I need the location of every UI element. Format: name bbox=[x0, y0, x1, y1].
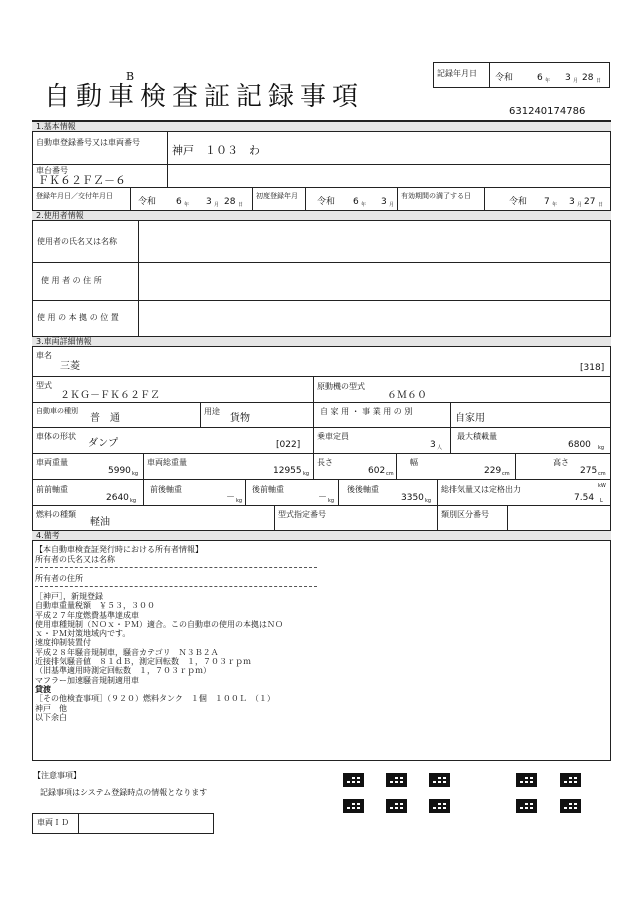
month-unit: 月 bbox=[214, 202, 220, 208]
remarks-line: ｘ・ＰＭ対策地域内です。 bbox=[35, 629, 131, 639]
max-load-label: 最大積載量 bbox=[457, 432, 497, 441]
length-unit: cm bbox=[386, 471, 394, 477]
body-value: ダンプ bbox=[88, 438, 119, 449]
remarks-line: 近接排気騒音値 ８１ｄＢ，測定回転数 １，７０３ｒｐｍ bbox=[35, 657, 251, 667]
expiry-year: 7 bbox=[544, 197, 550, 207]
body-label: 車体の形状 bbox=[36, 432, 76, 441]
length-value: 602 bbox=[368, 466, 386, 476]
capacity-label: 乗車定員 bbox=[317, 432, 349, 441]
remarks-line: 貸渡 bbox=[35, 684, 51, 694]
class-no-label: 類別区分番号 bbox=[441, 510, 489, 519]
owner-address-label: 所有者の住所 bbox=[35, 574, 83, 583]
remarks-line: ［神戸］，新規登録 bbox=[35, 592, 103, 601]
day-unit: 日 bbox=[598, 202, 604, 208]
ff-axle-label: 前前軸重 bbox=[36, 485, 68, 494]
qr-code-icon bbox=[560, 773, 581, 787]
model-label: 型式 bbox=[36, 381, 52, 390]
remarks-line: 自動車重量税額 ￥５３，３００ bbox=[35, 601, 155, 611]
expiry-day: 27 bbox=[584, 197, 596, 207]
section-remarks-header bbox=[32, 530, 611, 541]
rr-axle-value: 3350 bbox=[401, 493, 424, 503]
section-vehicle-title: 3.車両詳細情報 bbox=[36, 337, 92, 346]
displacement-label: 総排気量又は定格出力 bbox=[441, 485, 521, 494]
qr-code-icon bbox=[386, 773, 407, 787]
reg-date-day: 28 bbox=[224, 197, 236, 207]
make-label: 車名 bbox=[36, 351, 52, 360]
notes-text: 記録事項はシステム登録時点の情報となります bbox=[40, 788, 208, 797]
chassis-label: 車台番号 bbox=[36, 166, 68, 175]
first-reg-year: 6 bbox=[353, 197, 359, 207]
section-remarks-title: 4.備考 bbox=[36, 531, 60, 540]
rf-axle-unit: kg bbox=[328, 498, 335, 504]
year-unit: 年 bbox=[552, 202, 558, 208]
remarks-lines bbox=[35, 591, 335, 721]
weight-value: 5990 bbox=[108, 466, 131, 476]
weight-unit: kg bbox=[132, 471, 139, 477]
record-date-era: 令和 bbox=[495, 73, 514, 83]
reg-date-month: 3 bbox=[206, 197, 212, 207]
width-unit: cm bbox=[502, 471, 510, 477]
height-value: 275 bbox=[580, 466, 598, 476]
remarks-line: （旧基準適用時測定回転数 １，７０３ｒｐｍ） bbox=[35, 666, 211, 676]
year-unit: 年 bbox=[545, 78, 551, 84]
private-value: 自家用 bbox=[455, 413, 485, 424]
body-code: [022] bbox=[276, 440, 301, 450]
remarks-line: 神戸 他 bbox=[35, 703, 67, 713]
model-value: ２ＫＧ－ＦＫ６２ＦＺ bbox=[60, 390, 160, 401]
user-name-label: 使用者の氏名又は名称 bbox=[37, 237, 117, 246]
day-unit: 日 bbox=[596, 78, 602, 84]
rr-axle-label: 後後軸重 bbox=[347, 485, 379, 494]
use-value: 貨物 bbox=[230, 413, 250, 424]
reg-date-label: 登録年月日／交付年月日 bbox=[36, 192, 113, 200]
qr-code-icon bbox=[516, 773, 537, 787]
section-vehicle-header bbox=[32, 336, 611, 347]
displacement-unit: L bbox=[600, 498, 603, 504]
displacement-unit-top: kW bbox=[598, 483, 606, 489]
user-base-label: 使 用 の 本 拠 の 位 置 bbox=[37, 313, 119, 322]
notes-heading: 【注意事項】 bbox=[33, 771, 81, 780]
ff-axle-unit: kg bbox=[130, 498, 137, 504]
capacity-value: 3 bbox=[430, 440, 436, 450]
remarks-line: 平成２８年騒音規制車，騒音カテゴリ Ｎ３Ｂ２Ａ bbox=[35, 647, 219, 657]
qr-code-icon bbox=[560, 799, 581, 813]
remarks-line: 平成２７年度燃費基準達成車 bbox=[35, 610, 139, 620]
expiry-label: 有効期間の満了する日 bbox=[401, 192, 471, 200]
day-unit: 日 bbox=[238, 202, 244, 208]
year-unit: 年 bbox=[361, 202, 367, 208]
first-reg-era: 令和 bbox=[317, 197, 336, 207]
reg-no-label: 自動車登録番号又は車両番号 bbox=[36, 138, 140, 147]
qr-code-icon bbox=[429, 799, 450, 813]
qr-code-icon bbox=[386, 799, 407, 813]
ff-axle-value: 2640 bbox=[106, 493, 129, 503]
qr-code-icon bbox=[343, 773, 364, 787]
max-load-value: 6800 bbox=[568, 440, 591, 450]
record-date-day: 28 bbox=[582, 73, 594, 83]
section-basic-title: 1.基本情報 bbox=[36, 122, 76, 131]
rr-axle-unit: kg bbox=[425, 498, 432, 504]
max-load-unit: kg bbox=[598, 445, 605, 451]
page-title: 自動車検査証記録事項 bbox=[44, 82, 365, 112]
fr-axle-label: 前後軸重 bbox=[150, 485, 182, 494]
fuel-value: 軽油 bbox=[90, 517, 110, 528]
height-label: 高さ bbox=[553, 458, 569, 467]
remarks-line: ［その他検査事項］（９２０）燃料タンク １個 １００Ｌ （１） bbox=[35, 694, 275, 704]
remarks-line: 使用車種規制（ＮＯｘ・ＰＭ）適合。この自動車の使用の本拠はＮＯ bbox=[35, 619, 283, 629]
record-date-label: 記録年月日 bbox=[437, 69, 477, 78]
section-user-header bbox=[32, 210, 611, 221]
chassis-value: ＦＫ６２ＦＺ－６ bbox=[38, 174, 126, 187]
fr-axle-value: － bbox=[226, 493, 236, 503]
month-unit: 月 bbox=[389, 202, 395, 208]
expiry-month: 3 bbox=[569, 197, 575, 207]
gross-unit: kg bbox=[303, 471, 310, 477]
gross-value: 12955 bbox=[273, 466, 302, 476]
qr-code-icon bbox=[429, 773, 450, 787]
record-date-year: 6 bbox=[537, 73, 543, 83]
reg-date-year: 6 bbox=[176, 197, 182, 207]
kind-value: 普 通 bbox=[90, 413, 120, 424]
width-label: 幅 bbox=[410, 458, 418, 467]
make-value: 三菱 bbox=[60, 361, 80, 372]
section-user-title: 2.使用者情報 bbox=[36, 211, 84, 220]
first-reg-month: 3 bbox=[381, 197, 387, 207]
remarks-line: 以下余白 bbox=[35, 712, 67, 722]
kind-label: 自動車の種別 bbox=[36, 407, 78, 415]
fuel-label: 燃料の種類 bbox=[36, 510, 76, 519]
qr-code-icon bbox=[343, 799, 364, 813]
owner-heading: 【本自動車検査証発行時における所有者情報】 bbox=[35, 545, 203, 554]
length-label: 長さ bbox=[317, 458, 333, 467]
fr-axle-unit: kg bbox=[236, 498, 243, 504]
type-no-label: 型式指定番号 bbox=[278, 510, 326, 519]
qr-code-icon bbox=[516, 799, 537, 813]
vehicle-id-label: 車両ＩＤ bbox=[37, 818, 69, 827]
capacity-unit: 人 bbox=[437, 445, 443, 451]
width-value: 229 bbox=[484, 466, 502, 476]
record-date-month: 3 bbox=[565, 73, 571, 83]
gross-label: 車両総重量 bbox=[147, 458, 187, 467]
year-unit: 年 bbox=[184, 202, 190, 208]
engine-label: 原動機の型式 bbox=[317, 382, 365, 391]
first-reg-label: 初度登録年月 bbox=[256, 192, 298, 200]
make-code: [318] bbox=[580, 363, 605, 373]
reg-no-value: 神戸 １０３ わ bbox=[172, 144, 260, 157]
private-label: 自 家 用 ・ 事 業 用 の 別 bbox=[320, 407, 413, 416]
rf-axle-label: 後前軸重 bbox=[252, 485, 284, 494]
use-label: 用途 bbox=[204, 407, 220, 416]
remarks-line: 速度抑制装置付 bbox=[35, 638, 91, 648]
engine-value: ６Ｍ６０ bbox=[387, 390, 427, 401]
month-unit: 月 bbox=[573, 78, 579, 84]
reg-date-era: 令和 bbox=[138, 197, 157, 207]
grade-mark: B bbox=[126, 70, 135, 83]
expiry-era: 令和 bbox=[509, 197, 528, 207]
section-basic-header bbox=[32, 121, 611, 132]
month-unit: 月 bbox=[577, 202, 583, 208]
rf-axle-value: － bbox=[318, 493, 328, 503]
weight-label: 車両重量 bbox=[36, 458, 68, 467]
displacement-value: 7.54 bbox=[574, 493, 595, 503]
owner-name-label: 所有者の氏名又は名称 bbox=[35, 555, 115, 564]
height-unit: cm bbox=[598, 471, 606, 477]
user-address-label: 使 用 者 の 住 所 bbox=[41, 276, 102, 285]
serial-number: 631240174786 bbox=[509, 106, 586, 117]
remarks-line: マフラー加速騒音規制適用車 bbox=[35, 675, 139, 685]
